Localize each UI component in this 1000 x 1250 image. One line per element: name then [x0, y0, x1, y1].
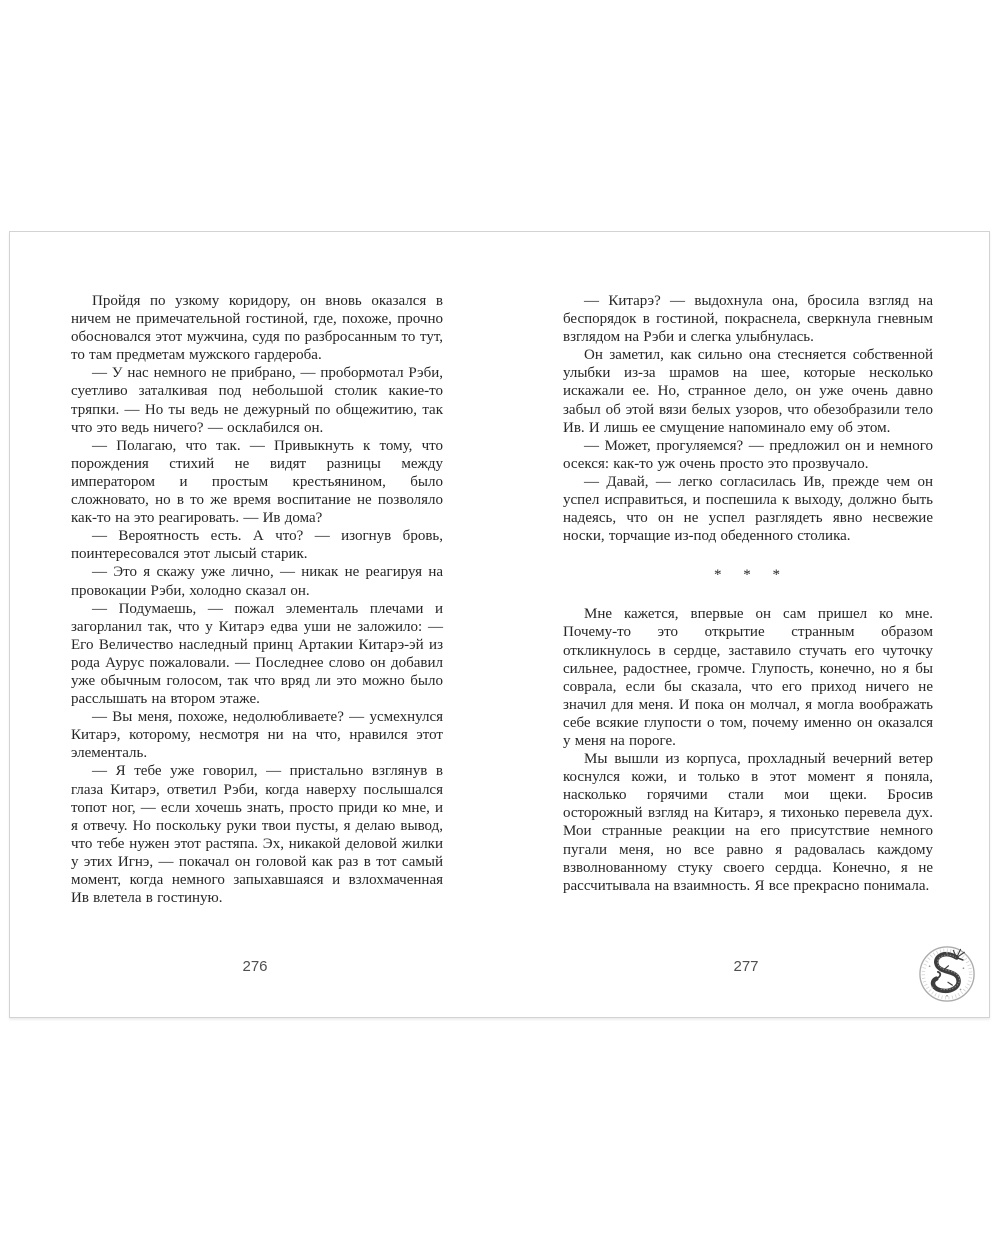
- paragraph: — Вы меня, похоже, недолюбливаете? — усмехнулся Китарэ, которому, несмотря ни на что, нравился этот элементаль.: [71, 709, 443, 762]
- paragraph: — Давай, — легко согласилась Ив, прежде чем он успел исправиться, и поспешила к выходу, должно быть надеясь, что он не успел разглядеть явно несвежие носки, торчащие из-под обеденного столика.: [563, 473, 933, 545]
- paragraph: — У нас немного не прибрано, — пробормотал Рэби, суетливо заталкивая под небольшой столик какие-то тряпки. — Но ты ведь не дежурный по общежитию, так что это ведь ничего? — осклабился он.: [71, 365, 443, 436]
- book-page-frame: [9, 231, 990, 1018]
- paragraph: Он заметил, как сильно она стесняется собственной улыбки из-за шрамов на шее, которые несколько искажали ее. Но, странное дело, он уже очень давно забыл об этой вязи белых узоров, что обезобразили тело Ив. И лишь ее смущение напоминало ему об этом.: [563, 347, 933, 436]
- page-number-left: 276: [242, 958, 268, 975]
- page-number-right: 277: [733, 958, 759, 975]
- paragraph: Мне кажется, впервые он сам пришел ко мне. Почему-то это открытие странным образом откликнулось в сердце, заставило стучать его чуточку сильнее, радостнее, громче. Глупость, конечно, но я бы соврала, если бы сказала, что его приход ничего не значил для меня. И пока он молчал, я могла воображать себе всякие глупости о том, почему именно он оказался у меня на пороге.: [563, 606, 933, 749]
- paragraph: — Подумаешь, — пожал элементаль плечами и загорланил так, что у Китарэ едва уши не заложило: — Его Величество наследный принц Артакии Китарэ-эй из рода Аурус пожаловали. — Последнее слово он добавил уже обычным голосом, так что вряд ли это можно было расслышать на втором этаже.: [71, 600, 443, 708]
- dragon-medallion-icon: [918, 945, 976, 1003]
- paragraph: — Это я скажу уже лично, — никак не реагируя на провокации Рэби, холодно сказал он.: [71, 564, 443, 599]
- page-left-text: [71, 292, 443, 907]
- paragraph: — Китарэ? — выдохнула она, бросила взгляд на беспорядок в гостиной, покраснела, сверкнула гневным взглядом на Рэби и слегка улыбнулась.: [563, 293, 933, 346]
- paragraph: — Я тебе уже говорил, — пристально взглянув в глаза Китарэ, ответил Рэби, когда наверху послышался топот ног, — если хочешь знать, просто приди ко мне, и я отвечу. Но поскольку руки твои пусты, я делаю вывод, что тебе нужен этот растяпа. Эх, никакой деловой жилки у этих Игнэ, — покачал он головой как раз в тот самый момент, когда немного запыхавшаяся и взлохмаченная Ив влетела в гостиную.: [71, 763, 443, 907]
- section-separator: * * *: [714, 567, 782, 584]
- page-right-text: [563, 292, 933, 895]
- paragraph: — Вероятность есть. А что? — изогнув бровь, поинтересовался этот лысый старик.: [71, 528, 443, 563]
- paragraph: Пройдя по узкому коридору, он вновь оказался в ничем не примечательной гостиной, где, похоже, прочно обосновался этот мужчина, судя по разбросанным то тут, то там предметам мужского гардероба.: [71, 293, 443, 364]
- paragraph: — Полагаю, что так. — Привыкнуть к тому, что порождения стихий не видят разницы между императором и простым крестьянином, было сложновато, но в то же время воспитание не позволяло как-то на это реагировать. — Ив дома?: [71, 437, 443, 527]
- paragraph: — Может, прогуляемся? — предложил он и немного осекся: как-то уж очень просто это прозвучало.: [563, 437, 933, 472]
- paragraph: Мы вышли из корпуса, прохладный вечерний ветер коснулся кожи, и только в этот момент я поняла, насколько горячими стали мои щеки. Бросив осторожный взгляд на Китарэ, я тихонько перевела дух. Мои странные реакции на его присутствие немного пугали меня, но все равно я радовалась каждому взволнованному стуку своего сердца. Конечно, я не рассчитывала на взаимность. Я все прекрасно понимала.: [563, 751, 933, 894]
